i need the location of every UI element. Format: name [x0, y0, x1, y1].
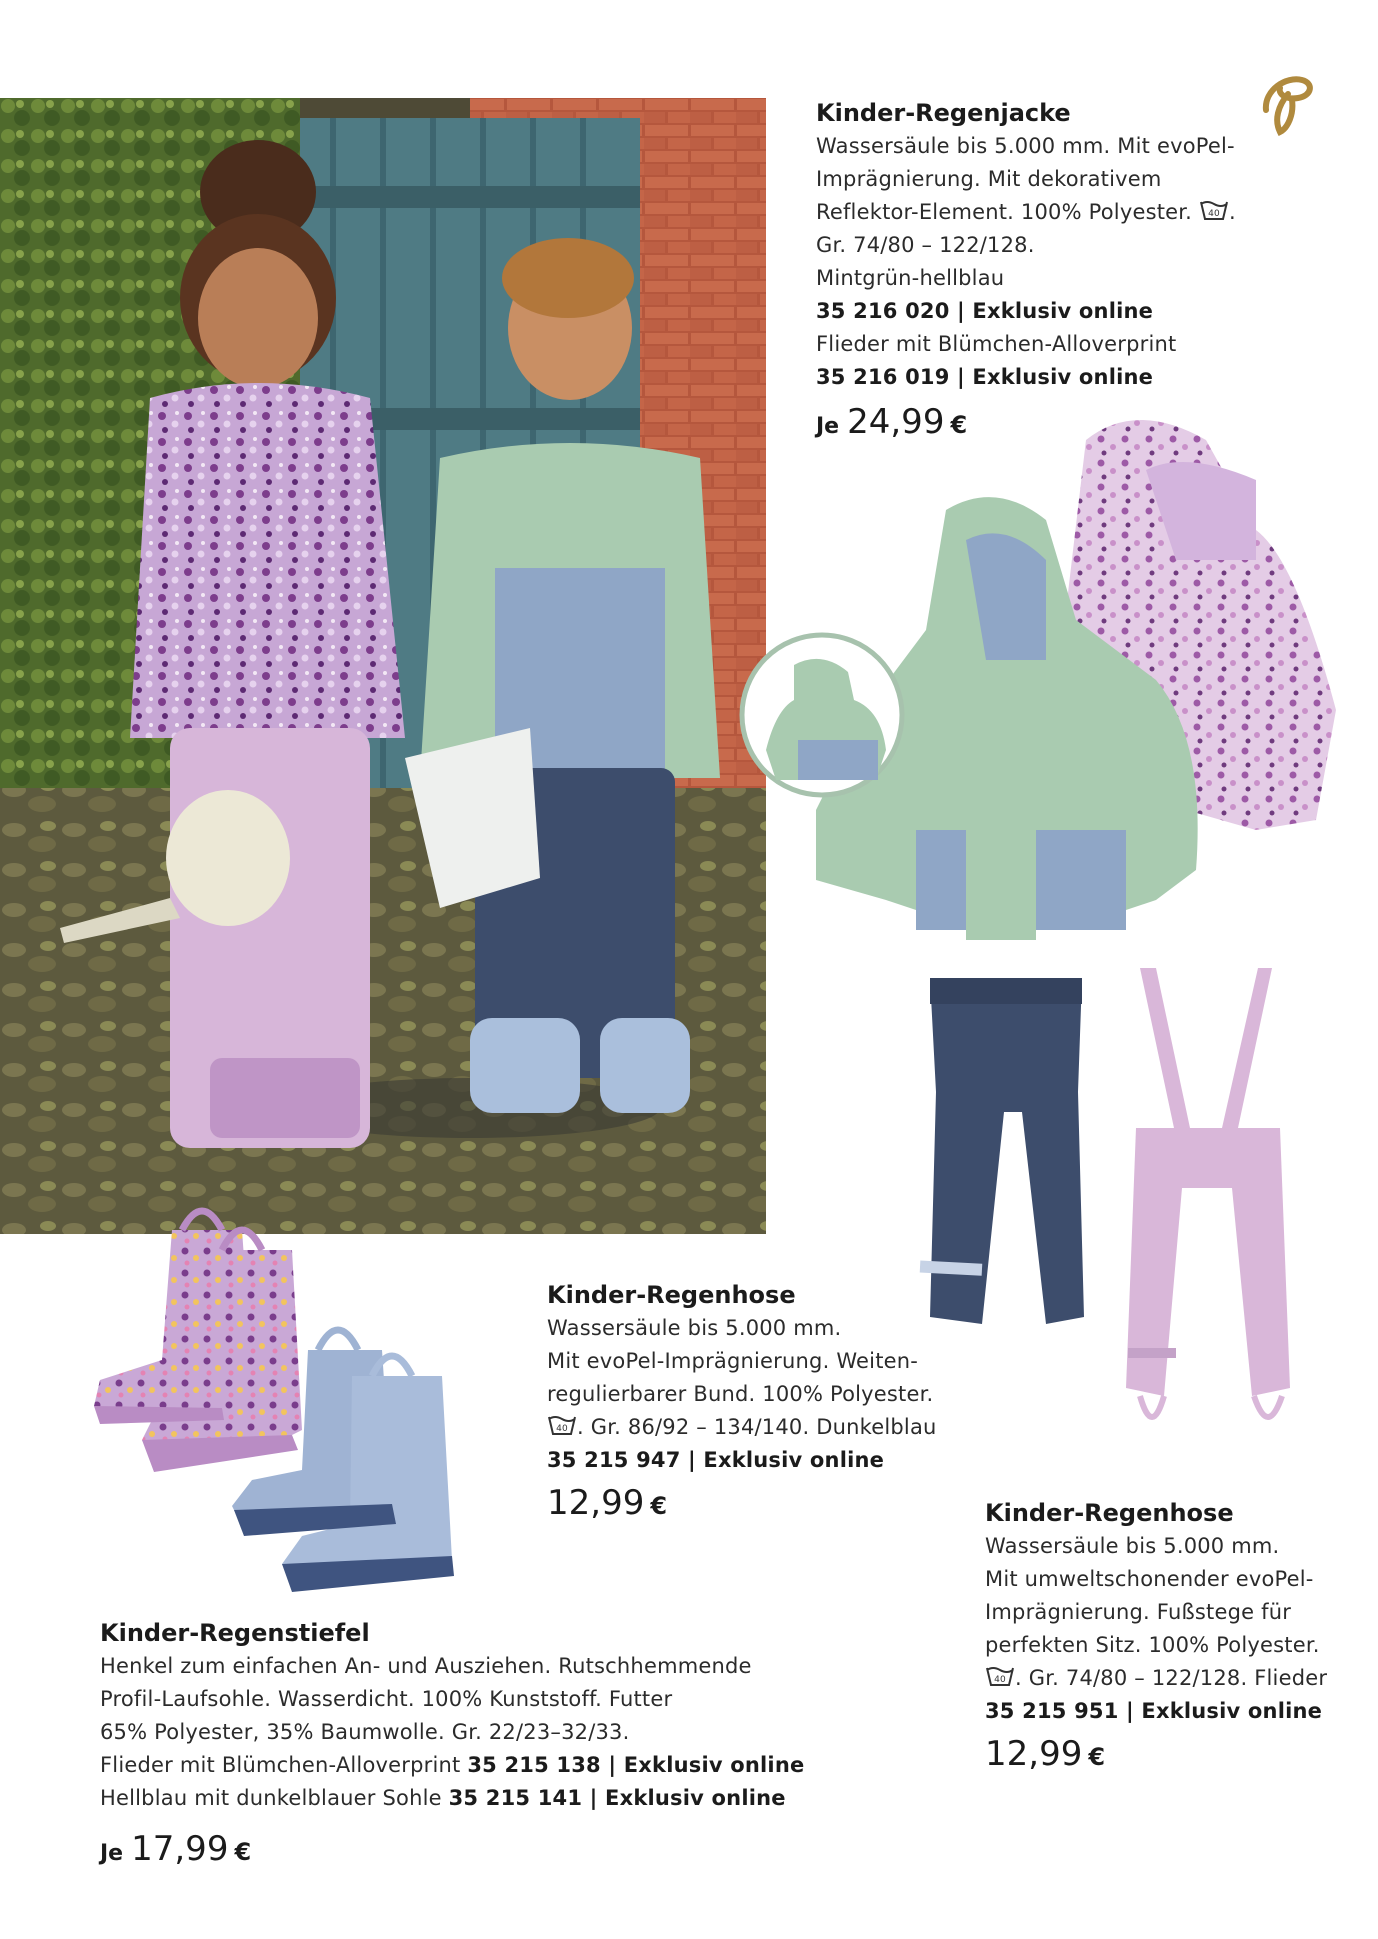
svg-text:40: 40	[994, 1675, 1006, 1685]
jacket-sizes: Gr. 74/80 – 122/128.	[816, 233, 1035, 257]
hero-photo	[0, 98, 766, 1234]
boots-price	[100, 1827, 900, 1876]
blue-pants-desc-line: regulierbarer Bund. 100% Polyester.	[547, 1382, 934, 1406]
lilac-pants-desc-line: Wassersäule bis 5.000 mm.	[985, 1534, 1280, 1558]
boots-desc-line: Henkel zum einfachen An- und Ausziehen. Rutschhemmende	[100, 1654, 752, 1678]
lilac-pants-info	[985, 1496, 1365, 1779]
washing-tub-40-icon	[547, 1413, 577, 1437]
jacket-desc-line: Wassersäule bis 5.000 mm. Mit evoPel-	[816, 134, 1235, 158]
price-prefix: Je	[100, 1841, 124, 1866]
lilac-pants-article: 35 215 951 | Exklusiv online	[985, 1699, 1323, 1723]
jacket-article-2: 35 216 019 | Exklusiv online	[816, 365, 1154, 389]
blue-pants-desc-line	[547, 1411, 967, 1444]
boots-variant-1-article: 35 215 138 | Exklusiv online	[467, 1753, 805, 1777]
currency: €	[650, 1492, 668, 1520]
currency: €	[234, 1838, 252, 1866]
lilac-pants-product-image	[1112, 968, 1302, 1454]
boots-variant-1	[100, 1749, 900, 1782]
price-value: 24,99	[847, 402, 945, 442]
boots-variant-2-article: 35 215 141 | Exklusiv online	[448, 1786, 786, 1810]
jacket-desc-line	[816, 196, 1286, 229]
blue-pants-desc-line: Mit evoPel-Imprägnierung. Weiten-	[547, 1349, 919, 1373]
jacket-product-image	[736, 410, 1366, 950]
blue-pants-sizes: . Gr. 86/92 – 134/140. Dunkelblau	[577, 1415, 937, 1439]
currency: €	[950, 411, 968, 439]
blue-pants-product-image	[918, 972, 1094, 1330]
washing-tub-40-icon	[1199, 198, 1229, 222]
jacket-color-1: Mintgrün-hellblau	[816, 266, 1005, 290]
currency: €	[1088, 1743, 1106, 1771]
lilac-pants-sizes: . Gr. 74/80 – 122/128. Flieder	[1015, 1666, 1328, 1690]
blue-pants-title: Kinder-Regenhose	[547, 1281, 796, 1309]
jacket-color-2: Flieder mit Blümchen-Alloverprint	[816, 332, 1177, 356]
jacket-info	[816, 96, 1286, 449]
boots-desc-line: Profil-Laufsohle. Wasserdicht. 100% Kunststoff. Futter	[100, 1687, 673, 1711]
jacket-desc-period: .	[1228, 200, 1236, 224]
jacket-title: Kinder-Regenjacke	[816, 99, 1071, 127]
blue-pants-info	[547, 1278, 967, 1528]
lilac-pants-desc-line: Mit umweltschonender evoPel-	[985, 1567, 1314, 1591]
blue-pants-price	[547, 1481, 967, 1528]
lilac-pants-desc-line: Imprägnierung. Fußstege für	[985, 1600, 1292, 1624]
jacket-desc-line: Imprägnierung. Mit dekorativem	[816, 167, 1162, 191]
lilac-pants-desc-line	[985, 1662, 1365, 1695]
washing-tub-40-icon	[985, 1664, 1015, 1688]
jacket-desc-line-text: Reflektor-Element. 100% Polyester.	[816, 200, 1193, 224]
price-value: 12,99	[985, 1734, 1083, 1774]
boots-variant-1-text: Flieder mit Blümchen-Alloverprint	[100, 1753, 461, 1777]
price-value: 12,99	[547, 1483, 645, 1523]
lilac-pants-price	[985, 1732, 1365, 1779]
boots-desc-line: 65% Polyester, 35% Baumwolle. Gr. 22/23–32/33.	[100, 1720, 630, 1744]
blue-pants-article: 35 215 947 | Exklusiv online	[547, 1448, 885, 1472]
lilac-pants-desc-line: perfekten Sitz. 100% Polyester.	[985, 1633, 1320, 1657]
boots-title: Kinder-Regenstiefel	[100, 1619, 370, 1647]
svg-text:40: 40	[1208, 209, 1220, 219]
price-prefix: Je	[816, 414, 840, 439]
boots-info	[100, 1616, 900, 1876]
jacket-article-1: 35 216 020 | Exklusiv online	[816, 299, 1154, 323]
price-value: 17,99	[131, 1829, 229, 1869]
blue-pants-desc-line: Wassersäule bis 5.000 mm.	[547, 1316, 842, 1340]
svg-text:40: 40	[556, 1424, 568, 1434]
boots-variant-2-text: Hellblau mit dunkelblauer Sohle	[100, 1786, 442, 1810]
lilac-pants-title: Kinder-Regenhose	[985, 1499, 1234, 1527]
boots-product-image	[92, 1180, 472, 1600]
boots-variant-2	[100, 1782, 900, 1815]
